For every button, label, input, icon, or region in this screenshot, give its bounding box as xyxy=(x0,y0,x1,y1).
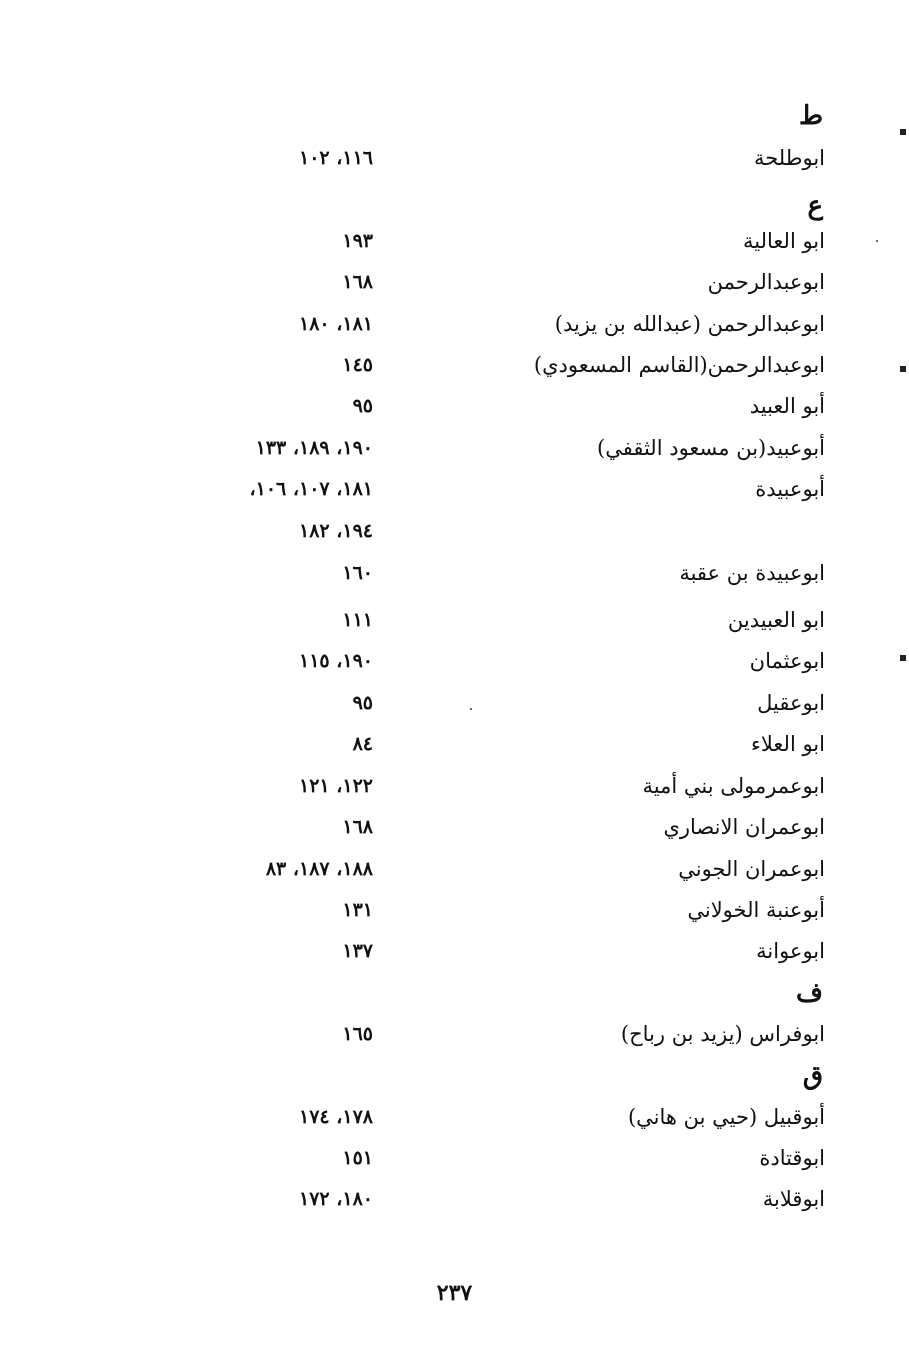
entry-pages: ١٣١ xyxy=(342,899,373,921)
entry-name: ابوعبيدة بن عقبة xyxy=(679,561,825,585)
entry-name: ابوفراس (يزيد بن رباح) xyxy=(620,1022,825,1046)
index-entry xyxy=(0,1014,909,1054)
index-entry xyxy=(0,1097,909,1137)
index-entry-continuation xyxy=(0,511,909,551)
entry-name: ابوعبدالرحمن (عبدالله بن يزيد) xyxy=(554,312,825,336)
entry-name: ابوعبدالرحمن(القاسم المسعودي) xyxy=(533,353,825,377)
entry-name: ابوقلابة xyxy=(762,1187,825,1211)
index-entry xyxy=(0,1138,909,1178)
entry-pages: ٨٤ xyxy=(352,733,373,755)
entry-pages: ١٦٨ xyxy=(342,816,373,838)
section-letter-qaf: ق xyxy=(802,1061,823,1091)
scan-mark xyxy=(900,366,906,372)
entry-pages: ١٣٧ xyxy=(342,940,373,962)
entry-pages: ١٧٨، ١٧٤ xyxy=(299,1106,373,1128)
index-entry xyxy=(0,807,909,847)
entry-pages: ١٨٨، ١٨٧، ٨٣ xyxy=(265,858,373,880)
index-entry xyxy=(0,931,909,971)
entry-name: أبو العبيد xyxy=(749,394,825,418)
entry-name: ابوعمران الجوني xyxy=(678,857,825,881)
entry-name: ابوعمرمولى بني أمية xyxy=(642,774,825,798)
entry-pages: ١٤٥ xyxy=(342,354,373,376)
index-entry xyxy=(0,849,909,889)
entry-pages: ١٨١، ١٠٧، ١٠٦، xyxy=(249,478,373,500)
index-entry xyxy=(0,428,909,468)
index-entry xyxy=(0,1179,909,1219)
page-number: ٢٣٧ xyxy=(436,1280,473,1306)
entry-name: ابو العالية xyxy=(743,229,825,253)
entry-pages-continued: ١٩٤، ١٨٢ xyxy=(299,520,373,542)
index-entry xyxy=(0,304,909,344)
entry-pages: ١١٦، ١٠٢ xyxy=(299,147,373,169)
entry-name: أبوقبيل (حيي بن هاني) xyxy=(627,1105,825,1129)
index-entry xyxy=(0,890,909,930)
entry-pages: ١٦٥ xyxy=(342,1023,373,1045)
index-entry xyxy=(0,138,909,178)
section-letter-ta: ط xyxy=(798,101,823,131)
index-entry xyxy=(0,262,909,302)
entry-name: ابوطلحة xyxy=(753,146,825,170)
entry-name: ابوعوانة xyxy=(756,939,825,963)
index-entry xyxy=(0,683,909,723)
index-entry xyxy=(0,724,909,764)
scan-speck xyxy=(470,708,472,710)
entry-pages: ١٢٢، ١٢١ xyxy=(299,775,373,797)
index-entry xyxy=(0,221,909,261)
entry-pages: ١١١ xyxy=(342,609,373,631)
index-entry xyxy=(0,641,909,681)
index-entry xyxy=(0,553,909,593)
entry-name: ابو العبيدين xyxy=(727,608,825,632)
entry-name: أبوعبيدة xyxy=(755,477,825,501)
entry-name: أبوعنبة الخولاني xyxy=(687,898,825,922)
index-entry xyxy=(0,600,909,640)
entry-name: ابوقتادة xyxy=(759,1146,825,1170)
entry-name: أبوعبيد(بن مسعود الثقفي) xyxy=(597,436,825,460)
entry-pages: ١٩٠، ١١٥ xyxy=(299,650,373,672)
entry-pages: ١٥١ xyxy=(342,1147,373,1169)
scan-speck xyxy=(876,240,878,242)
section-letter-ain: ع xyxy=(807,191,823,221)
entry-pages: ١٨١، ١٨٠ xyxy=(299,313,373,335)
entry-name: ابوعبدالرحمن xyxy=(707,270,825,294)
scan-mark xyxy=(900,655,906,661)
entry-pages: ١٦٨ xyxy=(342,271,373,293)
entry-pages: ١٦٠ xyxy=(342,562,373,584)
entry-pages: ١٩٣ xyxy=(342,230,373,252)
entry-name: ابو العلاء xyxy=(751,732,825,756)
scan-mark xyxy=(900,129,906,135)
index-entry xyxy=(0,345,909,385)
section-letter-fa: ف xyxy=(796,978,823,1008)
entry-pages: ١٨٠، ١٧٢ xyxy=(299,1188,373,1210)
entry-name: ابوعقيل xyxy=(757,691,825,715)
entry-pages: ٩٥ xyxy=(352,395,373,417)
entry-pages: ١٩٠، ١٨٩، ١٣٣ xyxy=(255,437,373,459)
index-entry xyxy=(0,469,909,509)
index-entry xyxy=(0,766,909,806)
index-entry xyxy=(0,386,909,426)
entry-name: ابوعمران الانصاري xyxy=(663,815,825,839)
entry-pages: ٩٥ xyxy=(352,692,373,714)
entry-name: ابوعثمان xyxy=(749,649,825,673)
